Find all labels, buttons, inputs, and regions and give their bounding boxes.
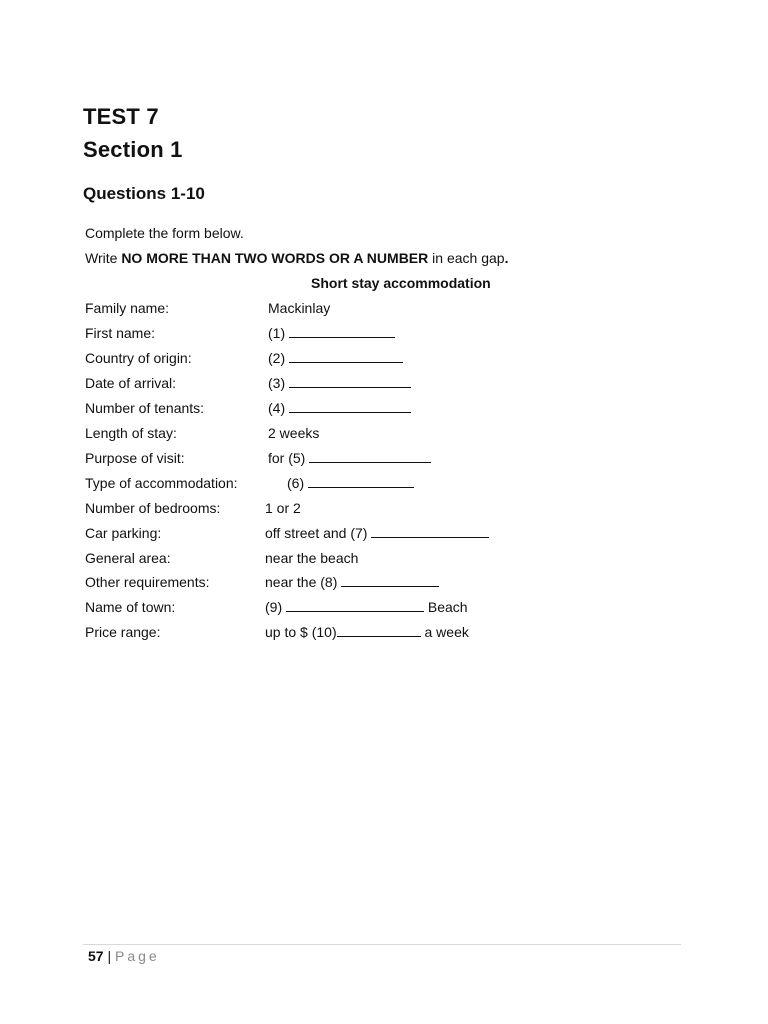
answer-blank-4[interactable] bbox=[289, 400, 411, 413]
instruction-word-limit bbox=[85, 250, 508, 266]
form-label: Other requirements: bbox=[85, 574, 210, 590]
answer-blank-7[interactable] bbox=[371, 525, 489, 538]
form-value: near the (8) bbox=[265, 574, 439, 590]
form-value: Mackinlay bbox=[268, 300, 331, 316]
footer-divider bbox=[83, 944, 681, 945]
answer-blank-8[interactable] bbox=[341, 574, 439, 587]
form-value: (9) Beach bbox=[265, 599, 468, 615]
form-value: (1) bbox=[268, 325, 395, 341]
answer-blank-3[interactable] bbox=[289, 375, 411, 388]
form-label: General area: bbox=[85, 550, 171, 566]
form-value: (3) bbox=[268, 375, 411, 391]
answer-blank-2[interactable] bbox=[289, 350, 403, 363]
form-value: for (5) bbox=[268, 450, 431, 466]
form-value: up to $ (10) a week bbox=[265, 624, 469, 640]
footer-separator: | bbox=[103, 948, 115, 964]
form-label: Date of arrival: bbox=[85, 375, 177, 391]
form-label: Type of accommodation: bbox=[85, 475, 238, 491]
form-value: 2 weeks bbox=[268, 425, 320, 441]
form-value: 1 or 2 bbox=[265, 500, 301, 516]
instruction-suffix: in each gap bbox=[428, 250, 505, 266]
form-label: Car parking: bbox=[85, 525, 162, 541]
form-value: near the beach bbox=[265, 550, 359, 566]
form-value: (2) bbox=[268, 350, 403, 366]
instruction-complete-form: Complete the form below. bbox=[85, 225, 244, 241]
page-footer bbox=[88, 948, 160, 964]
form-value: (6) bbox=[287, 475, 414, 491]
form-label: Number of bedrooms: bbox=[85, 500, 221, 516]
form-label: Country of origin: bbox=[85, 350, 192, 366]
form-label: First name: bbox=[85, 325, 156, 341]
form-label: Family name: bbox=[85, 300, 170, 316]
instruction-prefix: Write bbox=[85, 250, 122, 266]
instruction-word-limit-bold: NO MORE THAN TWO WORDS OR A NUMBER bbox=[121, 250, 429, 266]
form-value: off street and (7) bbox=[265, 525, 489, 541]
answer-blank-9[interactable] bbox=[286, 599, 424, 612]
form-label: Length of stay: bbox=[85, 425, 177, 441]
answer-blank-1[interactable] bbox=[289, 325, 395, 338]
form-label: Price range: bbox=[85, 624, 161, 640]
form-label: Name of town: bbox=[85, 599, 176, 615]
form-value: (4) bbox=[268, 400, 411, 416]
section-title: Section 1 bbox=[83, 137, 183, 162]
page-number: 57 bbox=[88, 948, 104, 964]
answer-blank-5[interactable] bbox=[309, 450, 431, 463]
form-label: Purpose of visit: bbox=[85, 450, 185, 466]
form-label: Number of tenants: bbox=[85, 400, 205, 416]
instruction-end: . bbox=[504, 250, 509, 266]
test-title: TEST 7 bbox=[83, 104, 159, 129]
answer-blank-6[interactable] bbox=[308, 475, 414, 488]
page-word: Page bbox=[115, 948, 160, 964]
answer-blank-10[interactable] bbox=[337, 624, 421, 637]
form-title: Short stay accommodation bbox=[311, 275, 491, 291]
questions-title: Questions 1-10 bbox=[83, 184, 205, 203]
